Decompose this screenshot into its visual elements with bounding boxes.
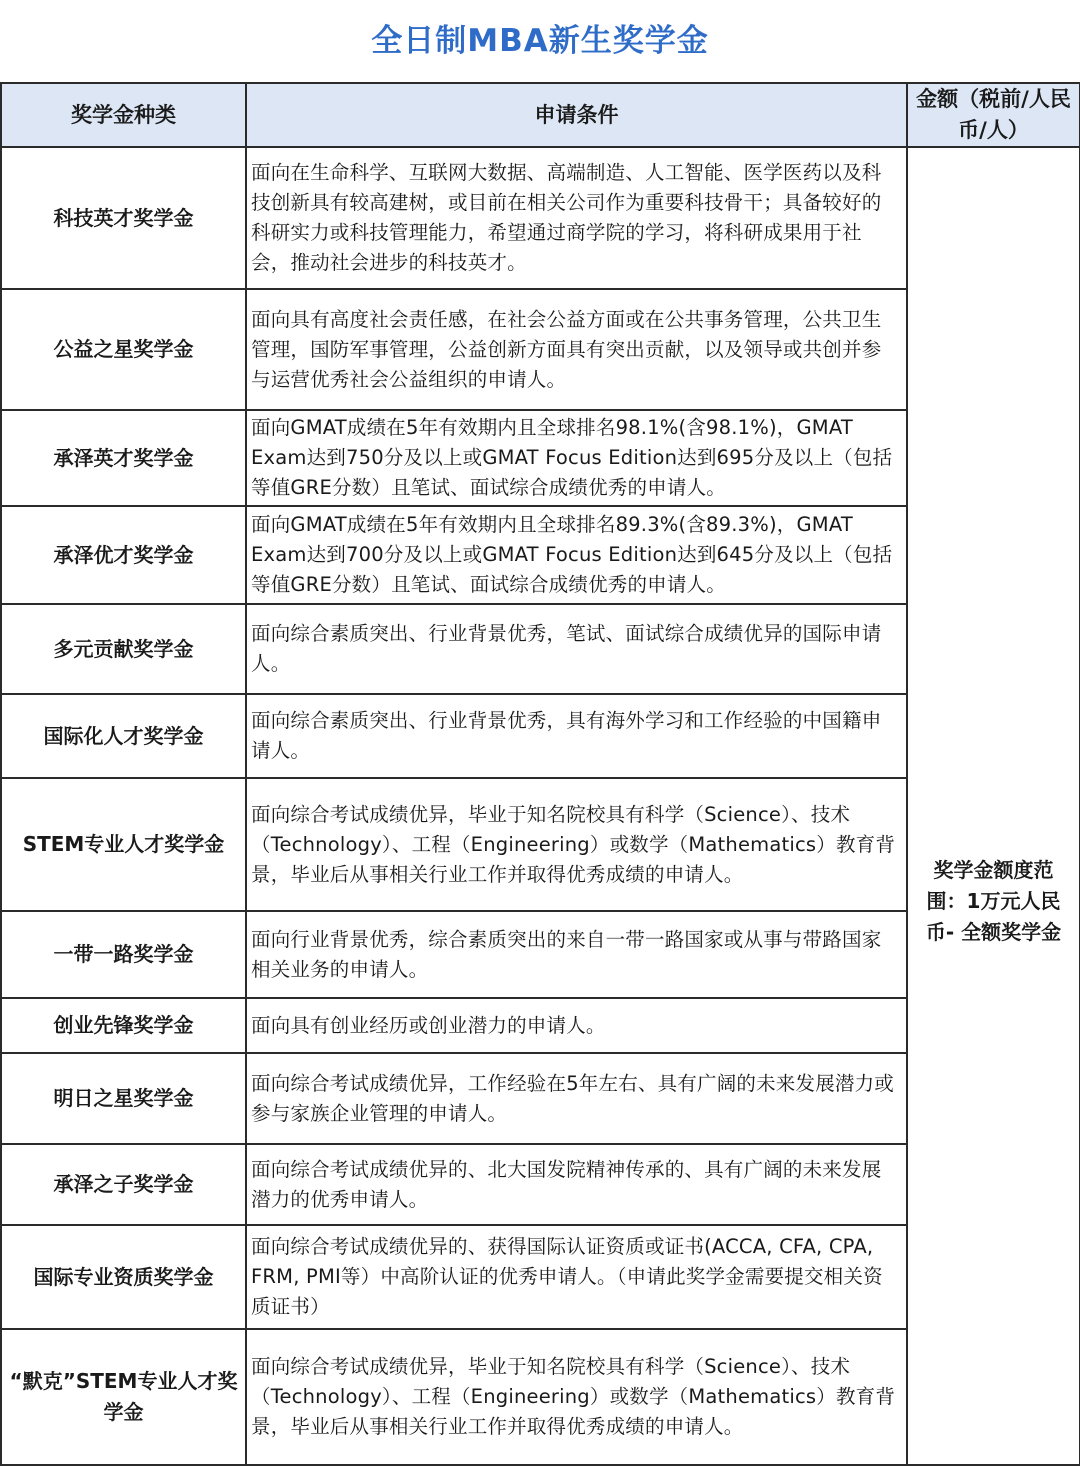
scholarship-type: 国际专业资质奖学金 xyxy=(1,1225,246,1329)
table-header-row xyxy=(1,83,1080,147)
scholarship-type: 承泽优才奖学金 xyxy=(1,506,246,604)
scholarship-condition: 面向具有创业经历或创业潜力的申请人。 xyxy=(246,998,907,1053)
scholarship-condition: 面向GMAT成绩在5年有效期内且全球排名89.3%(含89.3%)，GMAT Exam达到700分及以上或GMAT Focus Edition达到645分及以上（包括等值GRE分数）且笔试、面试综合成绩优秀的申请人。 xyxy=(246,506,907,604)
scholarship-type: 公益之星奖学金 xyxy=(1,289,246,410)
scholarship-type: 承泽英才奖学金 xyxy=(1,410,246,506)
scholarship-type: 明日之星奖学金 xyxy=(1,1053,246,1144)
scholarship-condition: 面向综合考试成绩优异，工作经验在5年左右、具有广阔的未来发展潜力或参与家族企业管理的申请人。 xyxy=(246,1053,907,1144)
scholarship-condition: 面向综合考试成绩优异，毕业于知名院校具有科学（Science）、技术（Technology）、工程（Engineering）或数学（Mathematics）教育背景，毕业后从事相关行业工作并取得优秀成绩的申请人。 xyxy=(246,1329,907,1465)
column-header-amount: 金额（税前/人民币/人） xyxy=(907,83,1080,147)
scholarship-type: 承泽之子奖学金 xyxy=(1,1144,246,1225)
scholarship-type: “默克”STEM专业人才奖学金 xyxy=(1,1329,246,1465)
scholarship-condition: 面向在生命科学、互联网大数据、高端制造、人工智能、医学医药以及科技创新具有较高建树，或目前在相关公司作为重要科技骨干；具备较好的科研实力或科技管理能力，希望通过商学院的学习，将科研成果用于社会，推动社会进步的科技英才。 xyxy=(246,147,907,289)
scholarship-type: 一带一路奖学金 xyxy=(1,911,246,998)
scholarship-condition: 面向GMAT成绩在5年有效期内且全球排名98.1%(含98.1%)，GMAT Exam达到750分及以上或GMAT Focus Edition达到695分及以上（包括等值GRE分数）且笔试、面试综合成绩优秀的申请人。 xyxy=(246,410,907,506)
table-row xyxy=(1,147,1080,289)
amount-cell xyxy=(907,147,1080,1465)
scholarship-condition: 面向综合素质突出、行业背景优秀，具有海外学习和工作经验的中国籍申请人。 xyxy=(246,694,907,778)
amount-range-text: 奖学金额度范围：1万元人民币- 全额奖学金 xyxy=(925,857,1062,944)
scholarship-condition: 面向行业背景优秀，综合素质突出的来自一带一路国家或从事与带路国家相关业务的申请人。 xyxy=(246,911,907,998)
page-title: 全日制MBA新生奖学金 xyxy=(371,23,709,59)
scholarship-condition: 面向综合考试成绩优异的、获得国际认证资质或证书(ACCA, CFA, CPA, FRM, PMI等）中高阶认证的优秀申请人。（申请此奖学金需要提交相关资质证书） xyxy=(246,1225,907,1329)
column-header-type: 奖学金种类 xyxy=(1,83,246,147)
scholarship-type: 创业先锋奖学金 xyxy=(1,998,246,1053)
scholarship-type: 科技英才奖学金 xyxy=(1,147,246,289)
column-header-condition: 申请条件 xyxy=(246,83,907,147)
scholarship-condition: 面向综合素质突出、行业背景优秀，笔试、面试综合成绩优异的国际申请人。 xyxy=(246,604,907,694)
scholarship-type: 多元贡献奖学金 xyxy=(1,604,246,694)
scholarship-type: 国际化人才奖学金 xyxy=(1,694,246,778)
scholarship-table xyxy=(0,82,1080,1466)
scholarship-type: STEM专业人才奖学金 xyxy=(1,778,246,911)
scholarship-condition: 面向具有高度社会责任感，在社会公益方面或在公共事务管理，公共卫生管理，国防军事管理，公益创新方面具有突出贡献，以及领导或共创并参与运营优秀社会公益组织的申请人。 xyxy=(246,289,907,410)
scholarship-condition: 面向综合考试成绩优异，毕业于知名院校具有科学（Science）、技术（Technology）、工程（Engineering）或数学（Mathematics）教育背景，毕业后从事相关行业工作并取得优秀成绩的申请人。 xyxy=(246,778,907,911)
scholarship-condition: 面向综合考试成绩优异的、北大国发院精神传承的、具有广阔的未来发展潜力的优秀申请人。 xyxy=(246,1144,907,1225)
